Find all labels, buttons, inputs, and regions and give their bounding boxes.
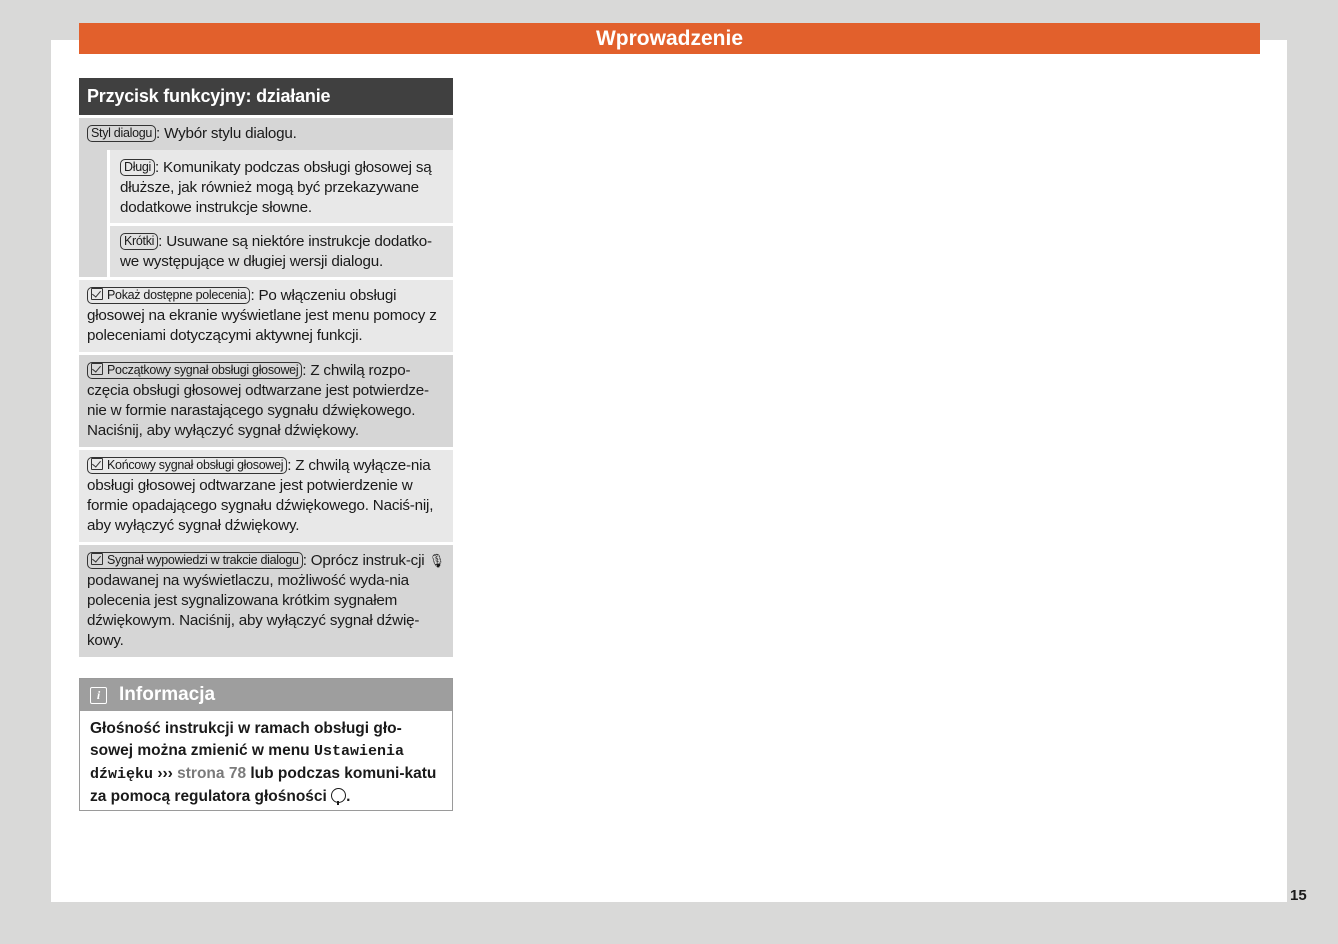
speech-signal-text-before: : Oprócz instruk-cji <box>302 552 425 569</box>
option-short-text: : Usuwane są niektóre instrukcje dodatko-we występujące w długiej wersji dialogu. <box>120 233 432 270</box>
info-text-before: Głośność instrukcji w ramach obsługi gło-sowej można zmienić w menu <box>90 720 402 759</box>
info-header <box>80 679 452 711</box>
info-text-after: lub podczas komuni-katu za pomocą regulatora głośności <box>90 765 437 805</box>
content-column <box>79 78 453 657</box>
option-long-text: : Komunikaty podczas obsługi głosowej są dłuższe, jak również mogą być przekazywane dodatkowe instrukcje słowne. <box>120 159 432 216</box>
option-long <box>107 150 453 223</box>
start-signal-text: : Z chwilą rozpo-częcia obsługi głosowej odtwarzane jest potwierdze-nie w formie narastającego sygnału dźwiękowego. Naciśnij, aby wyłączyć sygnał dźwiękowy. <box>87 362 429 439</box>
chapter-header: Wprowadzenie <box>79 23 1260 54</box>
speech-signal-text-after: podawanej na wyświetlaczu, możliwość wyda-nia polecenia jest sygnalizowana krótkim sygnałem dźwiękowym. Naciśnij, aby wyłączyć sygnał dźwię-kowy. <box>87 572 420 649</box>
dialog-style-row <box>79 118 453 150</box>
checkbox-icon <box>91 458 103 470</box>
volume-knob-icon <box>331 788 346 803</box>
end-signal-key[interactable]: Końcowy sygnał obsługi głosowej <box>87 457 287 474</box>
checkbox-icon <box>91 553 103 565</box>
start-signal-key[interactable]: Początkowy sygnał obsługi głosowej <box>87 362 302 379</box>
info-box <box>79 678 453 811</box>
page-number: 15 <box>1290 887 1307 904</box>
info-body: Głośność instrukcji w ramach obsługi gło-sowej można zmienić w menu Ustawienia dźwięku ››› strona 78 lub podczas komuni-katu za pomocą regulatora głośności . <box>90 720 437 805</box>
info-icon: i <box>90 687 107 704</box>
show-commands-key[interactable]: Pokaż dostępne polecenia <box>87 287 250 304</box>
cross-ref-arrows: ››› <box>157 765 173 782</box>
checkbox-icon <box>91 363 103 375</box>
option-short <box>107 223 453 277</box>
menu-name: Ustawienia dźwięku <box>90 743 404 783</box>
dialog-style-text: : Wybór stylu dialogu. <box>156 125 297 142</box>
show-commands-row <box>79 280 453 352</box>
checkbox-icon <box>91 288 103 300</box>
dialog-style-options <box>79 150 453 277</box>
show-commands-text: : Po włączeniu obsługi głosowej na ekranie wyświetlane jest menu pomocy z poleceniami dotyczącymi aktywnej funkcji. <box>87 287 437 344</box>
start-signal-row <box>79 355 453 447</box>
option-long-key[interactable]: Długi <box>120 159 155 176</box>
speech-signal-key[interactable]: Sygnał wypowiedzi w trakcie dialogu <box>87 552 303 569</box>
option-short-key[interactable]: Krótki <box>120 233 158 250</box>
end-signal-text: : Z chwilą wyłącze-nia obsługi głosowej odtwarzane jest potwierdzenie w formie opadającego sygnału dźwiękowego. Naciś-nij, aby wyłączyć sygnał dźwiękowy. <box>87 457 434 534</box>
microphone-icon: 🎙 <box>428 553 445 568</box>
end-signal-row <box>79 450 453 542</box>
dialog-style-key[interactable]: Styl dialogu <box>87 125 156 142</box>
speech-signal-row <box>79 545 453 657</box>
page-link[interactable]: strona 78 <box>177 765 247 782</box>
info-title: Informacja <box>119 684 216 705</box>
section-title: Przycisk funkcyjny: działanie <box>79 78 453 115</box>
